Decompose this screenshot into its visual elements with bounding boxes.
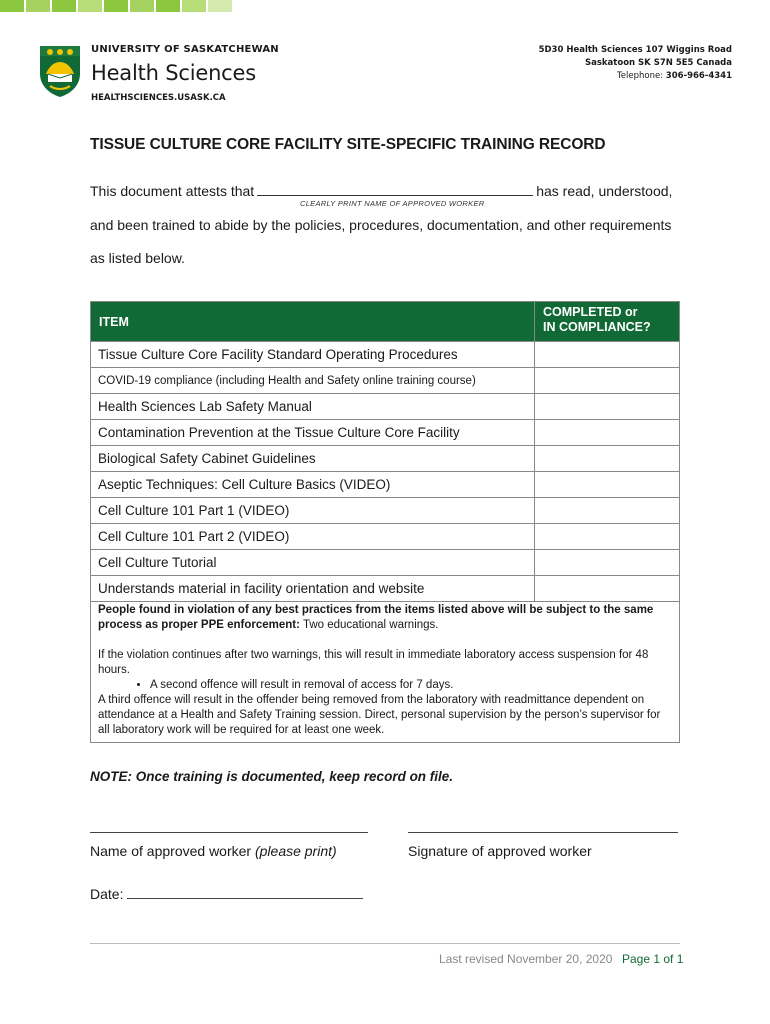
attestation-line [90,183,672,199]
completed-header-line-1: COMPLETED or [543,305,638,319]
completed-cell[interactable] [535,498,680,524]
top-bar-segment [104,0,128,12]
item-column-header: ITEM [91,302,535,342]
top-bar-segment [182,0,206,12]
table-row [91,368,680,394]
item-cell: Biological Safety Cabinet Guidelines [91,446,535,472]
notice-bullet: • A second offence will result in removal of access for 7 days. [150,678,672,693]
completed-cell[interactable] [535,446,680,472]
completed-header-line-2: IN COMPLIANCE? [543,320,651,334]
top-bar-segment [208,0,232,12]
date-label: Date: [90,886,124,902]
item-cell: COVID-19 compliance (including Health and Safety online training course) [91,368,535,394]
training-items-table [90,301,680,602]
top-bar-segment [52,0,76,12]
name-label [90,843,337,859]
item-cell: Contamination Prevention at the Tissue Culture Core Facility [91,420,535,446]
address-line-1: 5D30 Health Sciences 107 Wiggins Road [538,45,732,55]
signature-label: Signature of approved worker [408,843,592,859]
attestation-line-2: and been trained to abide by the policies, procedures, documentation, and other requirements [90,217,672,233]
top-bar-segment [156,0,180,12]
completed-cell[interactable] [535,394,680,420]
top-bar-segment [0,0,24,12]
footer-divider [90,943,680,944]
date-blank[interactable] [127,886,363,899]
name-signature-line[interactable] [90,832,368,833]
table-row [91,524,680,550]
item-cell: Aseptic Techniques: Cell Culture Basics (VIDEO) [91,472,535,498]
item-cell: Health Sciences Lab Safety Manual [91,394,535,420]
top-bar-segment [130,0,154,12]
notice-para-1 [98,603,672,633]
notice-para-3: A third offence will result in the offender being removed from the laboratory with readmittance dependent on attendance at a Health and Safety Training session. Direct, personal supervision by the person’s supervisor for all laboratory work will be required for at least one week. [98,694,661,736]
page-number: Page 1 of 1 [622,952,684,966]
completed-cell[interactable] [535,420,680,446]
telephone-line [539,70,732,83]
item-cell: Cell Culture 101 Part 2 (VIDEO) [91,524,535,550]
notice-para-2: If the violation continues after two warnings, this will result in immediate laboratory access suspension for 48 hours. [98,649,649,676]
attestation-prefix: This document attests that [90,183,255,199]
university-name: UNIVERSITY OF SASKATCHEWAN [91,44,279,55]
completed-column-header [535,302,680,342]
item-cell: Cell Culture 101 Part 1 (VIDEO) [91,498,535,524]
name-label-hint: (please print) [254,843,337,859]
blank-caption: CLEARLY PRINT NAME OF APPROVED WORKER [300,199,485,208]
table-header-row [91,302,680,342]
attestation-line-3: as listed below. [90,250,185,266]
record-note: NOTE: Once training is documented, keep record on file. [90,769,454,784]
table-row [91,446,680,472]
revision-date: Last revised November 20, 2020 [439,952,613,966]
notice-normal-text: Two educational warnings. [299,619,439,631]
table-row [91,472,680,498]
attestation-suffix: has read, understood, [536,183,673,199]
enforcement-notice [90,600,680,743]
completed-cell[interactable] [535,550,680,576]
table-row [91,420,680,446]
worker-name-blank[interactable] [257,183,533,196]
item-cell: Cell Culture Tutorial [91,550,535,576]
completed-cell[interactable] [535,342,680,368]
address-block [539,44,732,83]
header-branding [91,44,279,103]
address-line-2: Saskatoon SK S7N 5E5 Canada [584,58,732,68]
university-crest-icon [38,44,82,103]
table-row [91,342,680,368]
signature-line[interactable] [408,832,678,833]
top-color-bar [0,0,234,12]
telephone-label: Telephone: [617,71,664,81]
notice-bullet-list [98,678,672,693]
table-row [91,576,680,602]
name-label-text: Name of approved worker [90,843,255,859]
website-url: HEALTHSCIENCES.USASK.CA [91,93,226,103]
telephone-number: 306-966-4341 [665,71,732,81]
date-field [90,886,363,902]
notice-bold-text: People found in violation of any best practices from the items listed above will be subject to the same process as proper PPE enforcement: [98,604,654,631]
top-bar-segment [78,0,102,12]
top-bar-segment [26,0,50,12]
document-title: TISSUE CULTURE CORE FACILITY SITE-SPECIFIC TRAINING RECORD [90,136,606,153]
completed-cell[interactable] [535,576,680,602]
item-cell: Tissue Culture Core Facility Standard Operating Procedures [91,342,535,368]
completed-cell[interactable] [535,524,680,550]
table-row [91,394,680,420]
completed-cell[interactable] [535,368,680,394]
table-row [91,498,680,524]
table-row [91,550,680,576]
unit-name: Health Sciences [91,61,256,85]
completed-cell[interactable] [535,472,680,498]
item-cell: Understands material in facility orientation and website [91,576,535,602]
